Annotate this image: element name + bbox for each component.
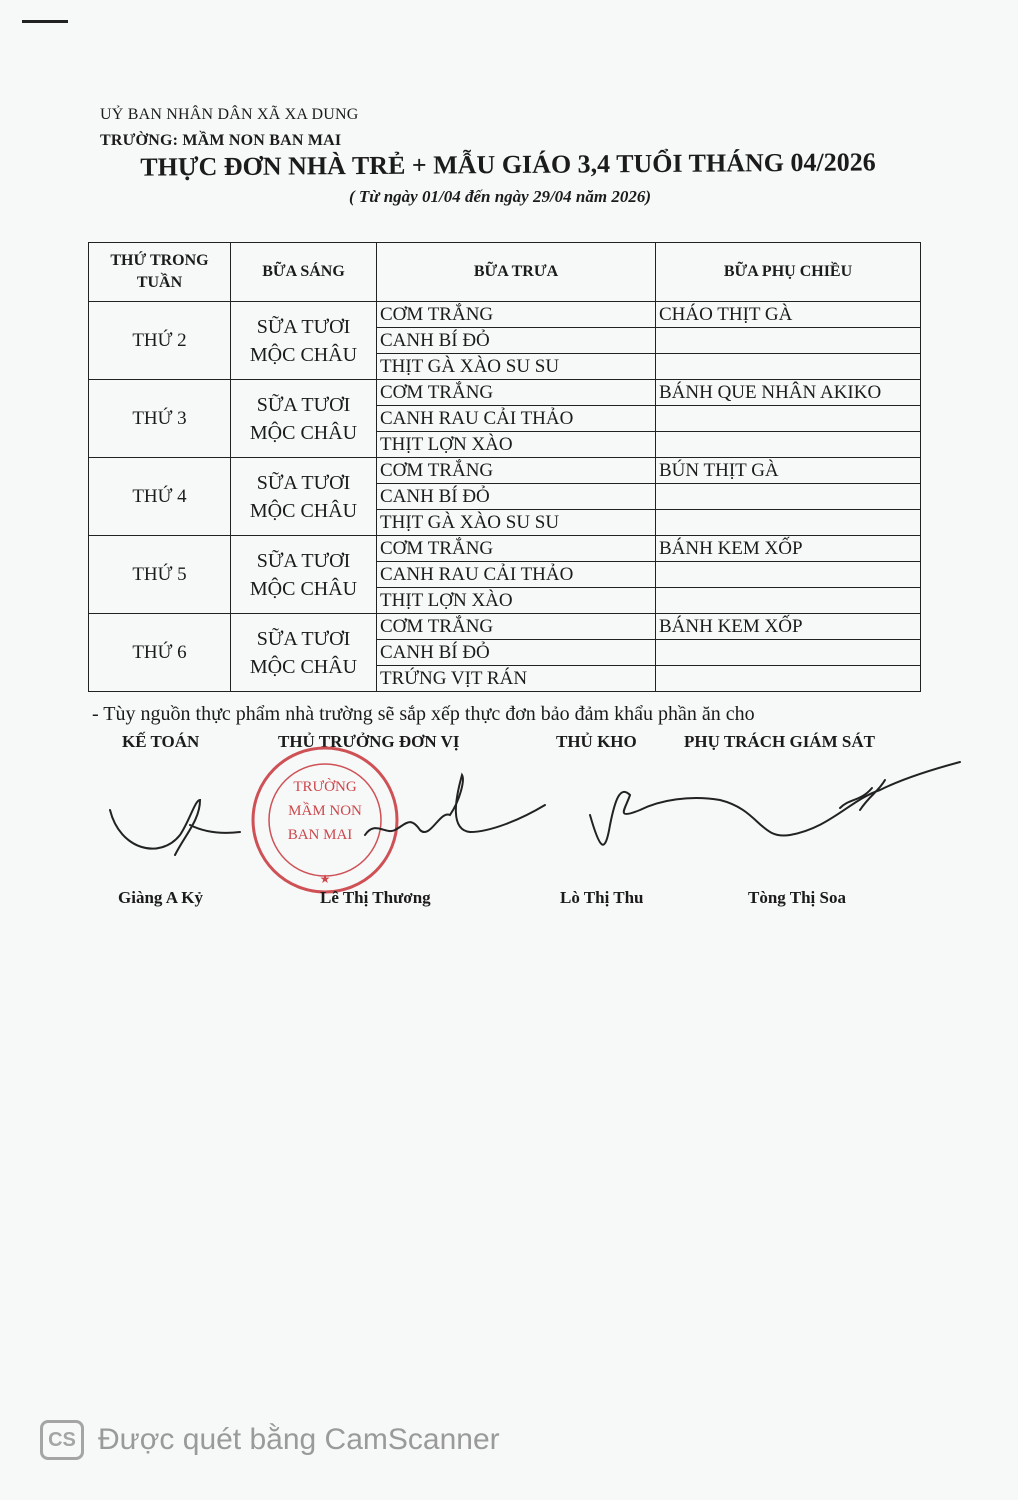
breakfast-cell [231, 458, 377, 536]
header-day: THỨ TRONG TUẦN [89, 243, 231, 302]
lunch-item: THỊT GÀ XÀO SU SU [377, 354, 656, 380]
seal-text-line3: BAN MAI [287, 827, 353, 843]
snack-empty [656, 510, 921, 536]
signature-title-storekeeper: THỦ KHO [556, 732, 637, 751]
lunch-item: TRỨNG VỊT RÁN [377, 666, 656, 692]
breakfast-line: SỮA TƯƠI [256, 393, 351, 416]
breakfast-line: MỘC CHÂU [249, 577, 358, 600]
breakfast-line: SỮA TƯƠI [256, 549, 351, 572]
lunch-item: CANH BÍ ĐỎ [377, 328, 656, 354]
breakfast-cell [231, 614, 377, 692]
lunch-item: CANH RAU CẢI THẢO [377, 562, 656, 588]
svg-text:★: ★ [319, 872, 331, 886]
org-name: UỶ BAN NHÂN DÂN XÃ XA DUNG [100, 106, 359, 123]
snack-empty [656, 328, 921, 354]
date-range: ( Từ ngày 01/04 đến ngày 29/04 năm 2026) [348, 187, 651, 206]
breakfast-cell [231, 302, 377, 380]
snack-empty [656, 484, 921, 510]
camscanner-watermark [40, 1420, 500, 1460]
table-row [89, 302, 921, 328]
table-row [89, 536, 921, 562]
lunch-item: THỊT GÀ XÀO SU SU [377, 510, 656, 536]
document-title: THỰC ĐƠN NHÀ TRẺ + MẪU GIÁO 3,4 TUỔI THÁNG 04/2026 [140, 147, 876, 182]
snack-item: BÁNH QUE NHÂN AKIKO [656, 380, 921, 406]
table-row [89, 380, 921, 406]
lunch-item: CƠM TRẮNG [377, 536, 656, 562]
header-breakfast: BỮA SÁNG [231, 243, 377, 302]
camscanner-logo-icon: CS [40, 1420, 84, 1460]
signature-title-accountant: KẾ TOÁN [122, 732, 200, 751]
snack-item: BÚN THỊT GÀ [656, 458, 921, 484]
breakfast-line: SỮA TƯƠI [256, 471, 351, 494]
signature-title-head: THỦ TRƯỞNG ĐƠN VỊ [278, 732, 460, 751]
snack-empty [656, 666, 921, 692]
lunch-item: THỊT LỢN XÀO [377, 432, 656, 458]
header-snack: BỮA PHỤ CHIỀU [656, 243, 921, 302]
table-row [89, 614, 921, 640]
lunch-item: CANH BÍ ĐỎ [377, 640, 656, 666]
breakfast-cell [231, 380, 377, 458]
snack-item: BÁNH KEM XỐP [656, 614, 921, 640]
menu-note: - Tùy nguồn thực phẩm nhà trường sẽ sắp xếp thực đơn bảo đảm khẩu phần ăn cho [92, 703, 755, 725]
day-cell: THỨ 3 [89, 380, 231, 458]
signature-title-supervisor: PHỤ TRÁCH GIÁM SÁT [684, 732, 875, 751]
day-cell: THỨ 6 [89, 614, 231, 692]
menu-table [88, 242, 921, 692]
breakfast-line: SỮA TƯƠI [256, 627, 351, 650]
lunch-item: CƠM TRẮNG [377, 380, 656, 406]
breakfast-line: SỮA TƯƠI [256, 315, 351, 338]
signature-name-head: Lê Thị Thương [320, 888, 431, 907]
snack-empty [656, 562, 921, 588]
day-cell: THỨ 2 [89, 302, 231, 380]
snack-empty [656, 432, 921, 458]
snack-empty [656, 640, 921, 666]
watermark-text: Được quét bằng CamScanner [98, 1423, 500, 1456]
seal-text-line1: TRƯỜNG [293, 779, 357, 795]
corner-mark [22, 20, 68, 23]
snack-empty [656, 406, 921, 432]
lunch-item: CƠM TRẮNG [377, 302, 656, 328]
lunch-item: CƠM TRẮNG [377, 614, 656, 640]
breakfast-line: MỘC CHÂU [249, 343, 358, 366]
signature-name-supervisor: Tòng Thị Soa [748, 888, 846, 907]
lunch-item: CANH RAU CẢI THẢO [377, 406, 656, 432]
school-name: TRƯỜNG: MẦM NON BAN MAI [100, 132, 342, 149]
signature-name-storekeeper: Lò Thị Thu [560, 888, 644, 907]
day-cell: THỨ 4 [89, 458, 231, 536]
snack-item: CHÁO THỊT GÀ [656, 302, 921, 328]
lunch-item: CƠM TRẮNG [377, 458, 656, 484]
snack-item: BÁNH KEM XỐP [656, 536, 921, 562]
snack-empty [656, 588, 921, 614]
breakfast-line: MỘC CHÂU [249, 421, 358, 444]
signatures-handwritten [0, 740, 1018, 880]
breakfast-line: MỘC CHÂU [249, 499, 358, 522]
header-lunch: BỮA TRƯA [377, 243, 656, 302]
lunch-item: CANH BÍ ĐỎ [377, 484, 656, 510]
breakfast-line: MỘC CHÂU [249, 655, 358, 678]
breakfast-cell [231, 536, 377, 614]
lunch-item: THỊT LỢN XÀO [377, 588, 656, 614]
day-cell: THỨ 5 [89, 536, 231, 614]
snack-empty [656, 354, 921, 380]
signature-name-accountant: Giàng A Kỷ [118, 888, 204, 907]
table-header-row [89, 243, 921, 302]
table-row [89, 458, 921, 484]
seal-text-line2: MẦM NON [288, 803, 362, 819]
